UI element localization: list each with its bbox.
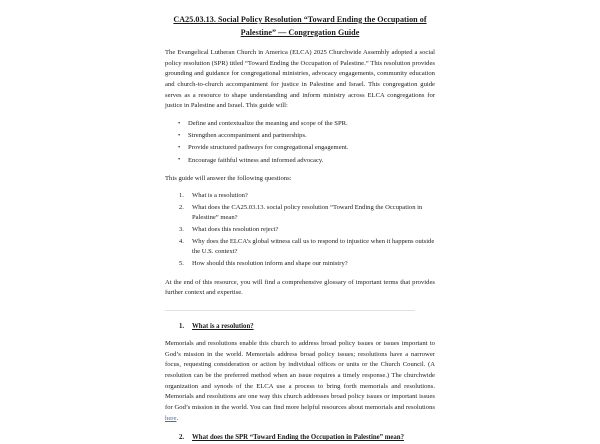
intro-paragraph: The Evangelical Lutheran Church in America (ELCA) 2025 Churchwide Assembly adopted a social policy resolution (SPR) titled “Toward Ending the Occupation of Palestine.” This resolution provides grounding and guidance for congregational ministries, advocacy engagements, community education and church-to-church accompaniment for justice in Palestine and Israel. This congregation guide serves as a resource to shape understanding and inform ministry across ELCA congregations for justice in Palestine and Israel. This guide will: bbox=[165, 49, 435, 110]
document-title-line-1: CA25.03.13. Social Policy Resolution “Toward Ending the Occupation of bbox=[173, 15, 427, 24]
section-1-body bbox=[165, 339, 435, 424]
list-item: Why does the ELCA’s global witness call us to respond to injustice when it happens outside the U.S. context? bbox=[192, 237, 435, 256]
list-item: What does this resolution reject? bbox=[192, 225, 279, 233]
list-item: What does the CA25.03.13. social policy resolution “Toward Ending the Occupation in Palestine” mean? bbox=[192, 203, 423, 222]
section-divider bbox=[165, 310, 415, 311]
section-number: 2. bbox=[179, 434, 185, 442]
guide-questions-list bbox=[165, 191, 435, 270]
section-heading-1 bbox=[165, 322, 435, 333]
glossary-note: At the end of this resource, you will find a comprehensive glossary of important terms that provides further context and expertise. bbox=[165, 278, 435, 297]
section-1-body-tail: . bbox=[176, 414, 179, 422]
guide-goals-list bbox=[165, 119, 435, 166]
document-title-line-2: Palestine” — Congregation Guide bbox=[240, 27, 360, 37]
resources-here-link[interactable]: here bbox=[165, 414, 177, 422]
section-heading-text: What does the SPR “Toward Ending the Occupation in Palestine” mean? bbox=[192, 434, 404, 442]
list-item: • Define and contextualize the meaning and scope of the SPR. bbox=[188, 119, 435, 130]
section-heading-2 bbox=[165, 433, 435, 444]
list-item: • Provide structured pathways for congregational engagement. bbox=[188, 143, 435, 154]
list-item: • Strengthen accompaniment and partnerships. bbox=[188, 131, 435, 142]
section-heading-text: What is a resolution? bbox=[192, 323, 254, 330]
section-1-body-text: Memorials and resolutions enable this church to address broad policy issues or issues important to God’s mission in the world. Memorials address broad policy issues; resolutions have a narrower focus, requesting consideration or action by individual offices or units or the Church Council. (A resolution can be the preferred method when an issue requires a timely response.) The churchwide organization and synods of the ELCA use a process to bring forth memorials and resolutions. Memorials and resolutions are one way this church addresses broad policy issues or important issues for God’s mission in the world. You can find more helpful resources about memorials and resolutions bbox=[165, 339, 435, 411]
section-number: 1. bbox=[179, 323, 185, 330]
list-item: How should this resolution inform and shape our ministry? bbox=[192, 259, 348, 267]
list-item: • Encourage faithful witness and informed advocacy. bbox=[188, 156, 435, 167]
questions-lead-in: This guide will answer the following questions: bbox=[165, 175, 292, 183]
document-title bbox=[165, 14, 435, 39]
list-item: What is a resolution? bbox=[192, 191, 248, 199]
